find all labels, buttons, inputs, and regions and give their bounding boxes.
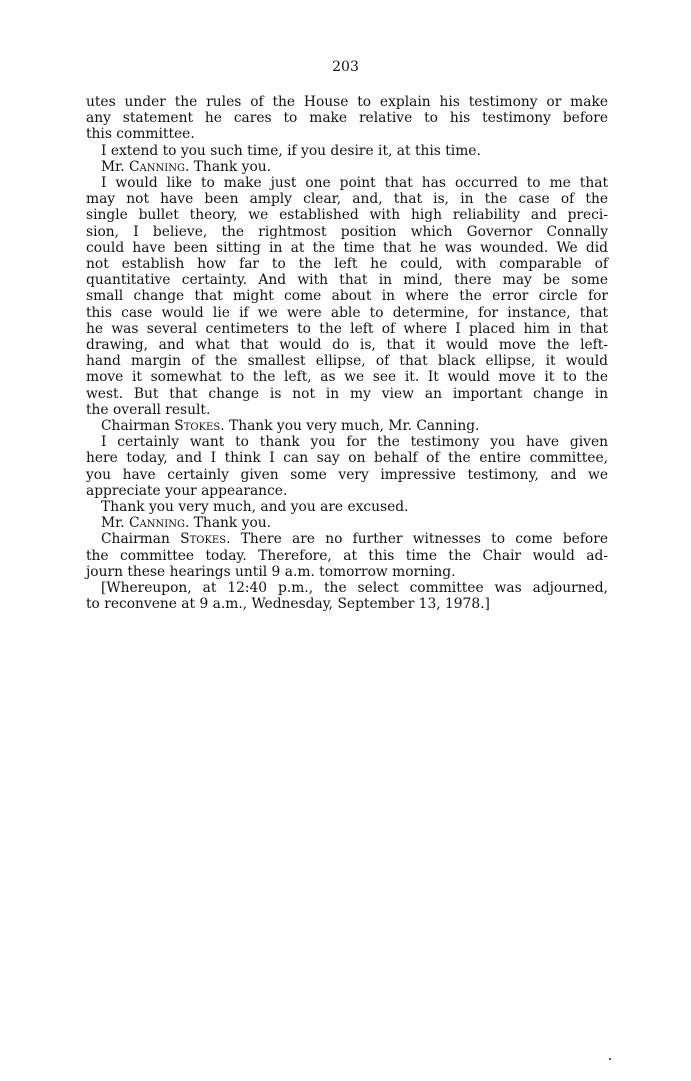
text-line: single bullet theory, we established with high reliability and preci- <box>86 207 608 224</box>
text-line: I certainly want to thank you for the testimony you have given <box>101 434 608 451</box>
text-line: may not have been amply clear, and, that is, in the case of the <box>86 191 608 208</box>
text-line: this case would lie if we were able to determine, for instance, that <box>86 304 608 321</box>
line-text: . There are no further witnesses to come before <box>226 531 608 548</box>
text-line: here today, and I think I can say on behalf of the entire committee, <box>86 450 608 467</box>
paragraph <box>86 175 608 418</box>
text-line: small change that might come about in where the error circle for <box>86 288 608 305</box>
text-line: I extend to you such time, if you desire it, at this time. <box>101 142 481 159</box>
text-line: sion, I believe, the rightmost position which Governor Connally <box>86 223 608 240</box>
text-line: appreciate your appearance. <box>86 482 288 499</box>
page-number: 203 <box>332 59 359 75</box>
speaker-name: Canning <box>128 515 185 532</box>
paragraph <box>86 531 608 580</box>
paragraph <box>86 434 608 499</box>
text-line: utes under the rules of the House to explain his testimony or make <box>86 94 608 110</box>
text-line <box>86 531 608 547</box>
text-line: you have certainly given some very impressive testimony, and we <box>86 466 608 483</box>
text-line: I would like to make just one point that has occurred to me that <box>101 175 608 192</box>
text-line <box>86 159 608 175</box>
text-line: journ these hearings until 9 a.m. tomorrow morning. <box>86 563 456 580</box>
paragraph <box>86 580 608 612</box>
text-line: to reconvene at 9 a.m., Wednesday, September 13, 1978.] <box>86 596 490 613</box>
speaker-title: Chairman <box>101 531 181 548</box>
speaker-title: Mr. <box>101 515 129 532</box>
speaker-title: Chairman <box>101 418 175 435</box>
speaker-name: Canning <box>128 158 185 175</box>
text-line: he was several centimeters to the left of where I placed him in that <box>86 320 608 337</box>
text-line: hand margin of the smallest ellipse, of that black ellipse, it would <box>86 353 608 370</box>
text-line <box>86 418 608 434</box>
text-line: the overall result. <box>86 401 211 418</box>
line-text: . Thank you. <box>184 158 272 175</box>
paragraph <box>86 499 608 515</box>
paragraph <box>86 418 608 434</box>
text-line: not establish how far to the left he could, with comparable of <box>86 256 608 273</box>
paragraph <box>86 94 608 143</box>
text-line: any statement he cares to make relative to his testimony before <box>86 110 608 127</box>
text-line: quantitative certainty. And with that in mind, there may be some <box>86 272 608 289</box>
text-line: this committee. <box>86 126 195 143</box>
text-line: the committee today. Therefore, at this time the Chair would ad- <box>86 547 608 564</box>
text-line: move it somewhat to the left, as we see it. It would move it to the <box>86 369 608 386</box>
paragraph <box>86 143 608 159</box>
text-line: Thank you very much, and you are excused. <box>101 499 409 516</box>
text-line: west. But that change is not in my view an important change in <box>86 385 608 402</box>
line-text: . Thank you very much, Mr. Canning. <box>220 418 480 435</box>
body-text <box>86 94 608 613</box>
speaker-title: Mr. <box>101 158 129 175</box>
speaker-name: Stokes <box>180 531 227 548</box>
text-line: could have been sitting in at the time that he was wounded. We did <box>86 239 608 256</box>
speaker-name: Stokes <box>174 418 221 435</box>
text-line <box>86 515 608 531</box>
paragraph <box>86 159 608 175</box>
text-line: drawing, and what that would do is, that it would move the left- <box>86 337 608 354</box>
scan-speck <box>609 1058 611 1060</box>
paragraph <box>86 515 608 531</box>
text-line: [Whereupon, at 12:40 p.m., the select committee was adjourned, <box>101 580 608 597</box>
line-text: . Thank you. <box>184 515 272 532</box>
